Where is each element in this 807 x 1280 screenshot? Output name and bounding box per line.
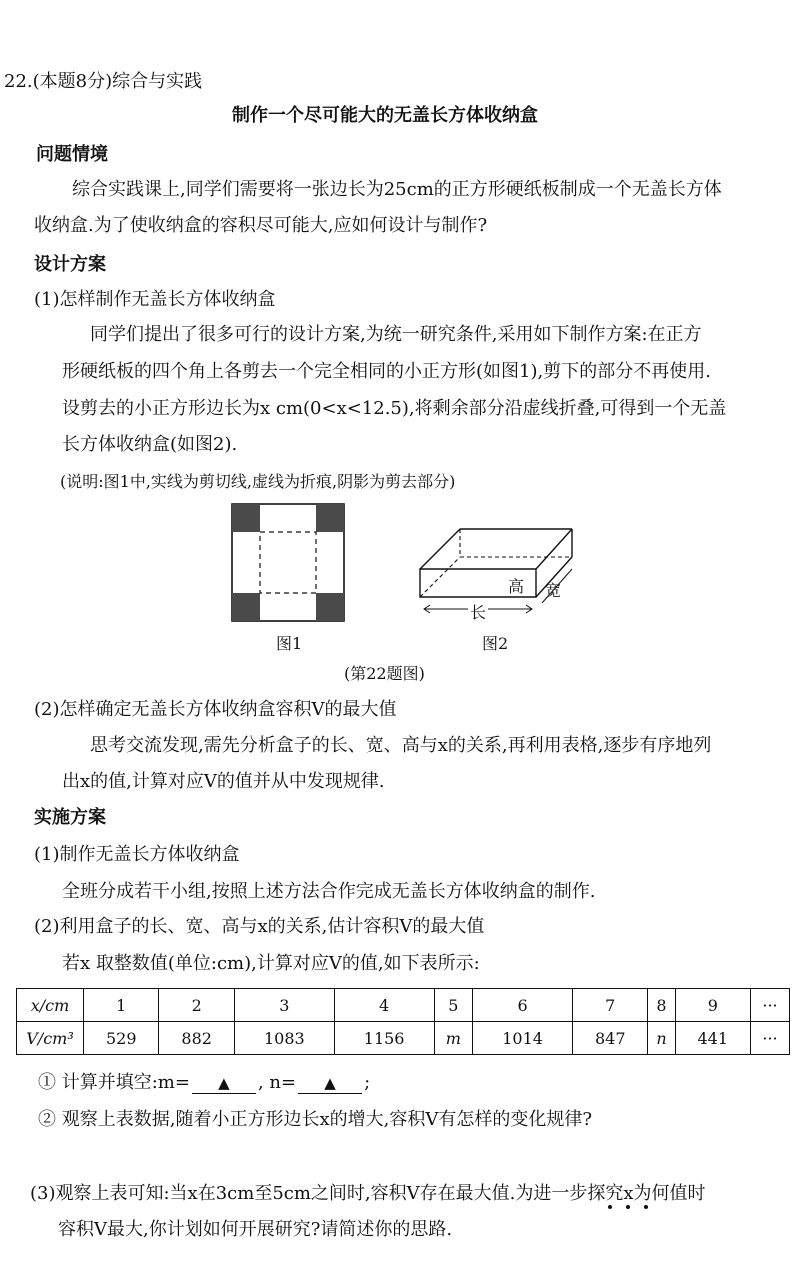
figure-1-label: 图1: [276, 634, 303, 653]
cut-corner-bl: [232, 593, 260, 621]
q1-mid: , n=: [257, 1072, 297, 1093]
table-cell: 3: [234, 989, 334, 1022]
design-line-2: 形硬纸板的四个角上各剪去一个完全相同的小正方形(如图1),剪下的部分不再使用.: [62, 361, 711, 382]
figure-note: (说明:图1中,实线为剪切线,虚线为折痕,阴影为剪去部分): [60, 472, 456, 491]
cut-corner-br: [316, 593, 344, 621]
cut-corner-tl: [232, 504, 260, 532]
table-header-x: x/cm: [17, 989, 84, 1022]
answer-blank-m[interactable]: ▲: [192, 1073, 256, 1094]
q1-end: ;: [364, 1072, 371, 1093]
table-row-x: [17, 989, 790, 1022]
table-cell: 5: [434, 989, 473, 1022]
figure-caption: (第22题图): [344, 664, 425, 683]
table-cell: ···: [751, 989, 790, 1022]
table-header-v: V/cm³: [17, 1022, 84, 1055]
table-cell: 1156: [334, 1022, 434, 1055]
design-line-3: 设剪去的小正方形边长为x cm(0<x<12.5),将剩余部分沿虚线折叠,可得到一个无盖: [62, 398, 727, 419]
table-cell: 1014: [473, 1022, 573, 1055]
implement-line-2: 若x 取整数值(单位:cm),计算对应V的值,如下表所示:: [62, 953, 480, 974]
page-title: 制作一个尽可能大的无盖长方体收纳盒: [232, 105, 538, 126]
table-cell: 1: [84, 989, 159, 1022]
table-cell: 1083: [234, 1022, 334, 1055]
question-3-line-1: (3)观察上表可知:当x在3cm至5cm之间时,容积V存在最大值.为进一步探究x为何值时: [30, 1183, 706, 1204]
fold-lines: [260, 532, 316, 593]
design-line-4: 长方体收纳盒(如图2).: [62, 434, 238, 455]
table-cell: 7: [573, 989, 648, 1022]
implement-sub-1: (1)制作无盖长方体收纳盒: [34, 844, 240, 865]
table-row-v: [17, 1022, 790, 1055]
figure-1-net: [228, 500, 348, 625]
table-cell-m: m: [434, 1022, 473, 1055]
table-cell-n: n: [648, 1022, 675, 1055]
box-length-label: 长: [468, 601, 488, 625]
table-cell: 6: [473, 989, 573, 1022]
box-height-label: 高: [508, 577, 525, 596]
design-sub-1: (1)怎样制作无盖长方体收纳盒: [34, 289, 276, 310]
data-table: [16, 988, 790, 1055]
table-cell: 8: [648, 989, 675, 1022]
table-cell: 529: [84, 1022, 159, 1055]
question-header: 22.(本题8分)综合与实践: [4, 71, 203, 92]
implement-sub-2: (2)利用盒子的长、宽、高与x的关系,估计容积V的最大值: [34, 916, 485, 937]
problem-line-2: 收纳盒.为了使收纳盒的容积尽可能大,应如何设计与制作?: [34, 215, 488, 236]
heading-problem: 问题情境: [36, 144, 108, 165]
design-sub-2: (2)怎样确定无盖长方体收纳盒容积V的最大值: [34, 699, 397, 720]
table-cell: 847: [573, 1022, 648, 1055]
q1-prefix: ① 计算并填空:m=: [38, 1072, 190, 1093]
emphasis-dots: [600, 1203, 660, 1211]
design-line-6: 出x的值,计算对应V的值并从中发现规律.: [62, 771, 385, 792]
table-cell: 441: [675, 1022, 750, 1055]
figure-2-box: [412, 515, 582, 620]
table-cell: 4: [334, 989, 434, 1022]
design-line-1: 同学们提出了很多可行的设计方案,为统一研究条件,采用如下制作方案:在正方: [90, 324, 702, 345]
heading-design: 设计方案: [34, 254, 106, 275]
table-cell: 9: [675, 989, 750, 1022]
question-3-line-2: 容积V最大,你计划如何开展研究?请简述你的思路.: [58, 1219, 453, 1240]
box-width-label: 宽: [545, 581, 562, 600]
cut-corner-tr: [316, 504, 344, 532]
table-cell: 2: [159, 989, 234, 1022]
implement-line-1: 全班分成若干小组,按照上述方法合作完成无盖长方体收纳盒的制作.: [62, 881, 596, 902]
table-cell: 882: [159, 1022, 234, 1055]
question-1: [38, 1071, 370, 1095]
design-line-5: 思考交流发现,需先分析盒子的长、宽、高与x的关系,再利用表格,逐步有序地列: [90, 735, 712, 756]
answer-blank-n[interactable]: ▲: [298, 1073, 362, 1094]
figure-2-label: 图2: [482, 634, 509, 653]
table-cell: ···: [751, 1022, 790, 1055]
heading-implement: 实施方案: [34, 807, 106, 828]
question-2: ② 观察上表数据,随着小正方形边长x的增大,容积V有怎样的变化规律?: [38, 1109, 592, 1130]
problem-line-1: 综合实践课上,同学们需要将一张边长为25cm的正方形硬纸板制成一个无盖长方体: [72, 179, 722, 200]
